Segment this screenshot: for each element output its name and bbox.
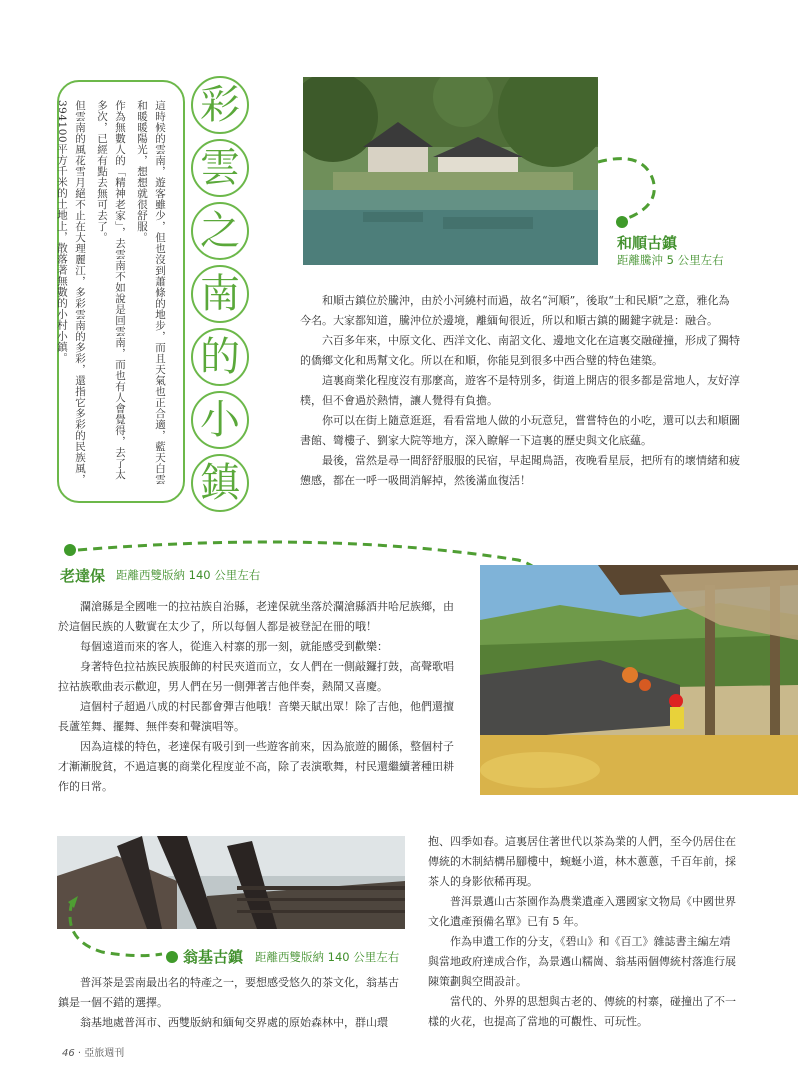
page-number: 46 (62, 1048, 75, 1059)
heshun-dashed-line (598, 150, 668, 230)
wengji-paragraph: 作為申遺工作的分支，《碧山》和《百工》雜誌書主編左靖與當地政府達成合作，為景邁山糯崗、翁基兩個傳統村落進行展陳策劃與空間設計。 (428, 935, 736, 988)
intro-paragraph: 作為無數人的「精神老家」，去雲南不如說是回雲南，而也有人會覺得，去了太多次，已經有點去無可去了。 (96, 100, 126, 480)
title-char: 之 (191, 202, 249, 260)
wengji-dot-icon (166, 951, 178, 963)
page-footer (62, 1044, 124, 1059)
wengji-paragraph: 翁基地處普洱市、西雙版納和緬甸交界處的原始森林中，群山環 (80, 1016, 388, 1029)
heshun-body (300, 291, 740, 491)
laodabao-body (58, 597, 464, 797)
laodabao-paragraph: 瀾滄縣是全國唯一的拉祜族自治縣，老達保就坐落於瀾滄縣酒井哈尼族鄉，由於這個民族的人數實在太少了，所以每個人都是被登記在冊的哦！ (58, 600, 454, 633)
title-char: 彩 (191, 76, 249, 134)
laodabao-distance: 距離西雙版納 140 公里左右 (116, 568, 261, 582)
heshun-photo (303, 77, 598, 265)
intro-paragraph: 這時候的雲南，遊客雖少，但也沒到蕭條的地步，而且天氣也正合適，藍天白雲和暖暖陽光，想想就很舒服。 (136, 100, 166, 485)
laodabao-dot-icon (64, 544, 76, 556)
title-char: 小 (191, 391, 249, 449)
title-char: 的 (191, 328, 249, 386)
heshun-paragraph: 最後，當然是尋一間舒舒服服的民宿，早起聞鳥語，夜晚看星辰，把所有的壞情緒和疲憊感，都在一呼一吸間消解掉，然後滿血復活！ (300, 454, 740, 487)
page-title (191, 76, 253, 517)
laodabao-paragraph: 因為這樣的特色，老達保有吸引到一些遊客前來，因為旅遊的關係，整個村子才漸漸脫貧，不過這裏的商業化程度並不高，除了表演歌舞，村民還繼續著種田耕作的日常。 (58, 740, 454, 793)
wengji-body-right (428, 832, 740, 1032)
heshun-paragraph: 和順古鎮位於騰沖，由於小河繞村而過，故名“河順”，後取“士和民順”之意，雅化為今名。大家都知道，騰沖位於邊境，離緬甸很近，所以和順古鎮的關鍵字就是：融合。 (300, 294, 730, 327)
wengji-body-left (58, 973, 406, 1033)
title-char: 雲 (191, 139, 249, 197)
laodabao-paragraph: 這個村子超過八成的村民都會彈吉他哦！音樂天賦出眾！除了吉他，他們還擅長蘆笙舞、擺舞、無伴奏和聲演唱等。 (58, 700, 454, 733)
heshun-paragraph: 這裏商業化程度沒有那麼高，遊客不是特別多，街道上開店的很多都是當地人，友好淳樸，但不會過於熱情，讓人覺得有負擔。 (300, 374, 740, 407)
wengji-paragraph: 當代的、外界的思想與古老的、傳統的村寨，碰撞出了不一樣的火花，也提高了當地的可觀性、可玩性。 (428, 995, 736, 1028)
wengji-dashed-line (62, 890, 172, 960)
intro-box (57, 80, 185, 503)
heshun-paragraph: 六百多年來，中原文化、西洋文化、南詔文化、邊地文化在這裏交融碰撞，形成了獨特的僑鄉文化和馬幫文化。所以在和順，你能見到很多中西合璧的特色建築。 (300, 334, 740, 367)
magazine-name: 亞旅週刊 (84, 1048, 125, 1059)
laodabao-paragraph: 身著特色拉祜族民族服飾的村民夾道而立，女人們在一側敲鑼打鼓，高聲歌唱拉祜族歌曲表示歡迎，男人們在另一側彈著吉他伴奏，熱鬧又喜慶。 (58, 660, 454, 693)
wengji-distance: 距離西雙版納 140 公里左右 (255, 950, 400, 964)
intro-text (49, 100, 169, 490)
title-char: 南 (191, 265, 249, 323)
intro-paragraph: 但雲南的風花雪月絕不止在大理麗江，多彩雲南的多彩，還指它多彩的民族風，394100平方千米的土地上，散落著無數的小村小鎮。 (56, 100, 86, 485)
laodabao-photo (480, 565, 798, 795)
footer-separator: · (77, 1048, 82, 1059)
heshun-name: 和順古鎮 (617, 234, 678, 252)
title-char: 鎮 (191, 454, 249, 512)
heshun-distance: 距離騰沖 5 公里左右 (617, 253, 724, 267)
laodabao-name: 老達保 (60, 567, 106, 585)
wengji-paragraph: 普洱茶是雲南最出名的特產之一，要想感受悠久的茶文化，翁基古鎮是一個不錯的選擇。 (58, 976, 399, 1009)
wengji-name: 翁基古鎮 (183, 948, 244, 966)
wengji-paragraph: 抱、四季如春。這裏居住著世代以茶為業的人們，至今仍居住在傳統的木制結構吊腳樓中，蜿蜒小道，林木蔥蔥，千百年前，採茶人的身影依稀再現。 (428, 835, 736, 888)
laodabao-paragraph: 每個遠道而來的客人，從進入村寨的那一刻，就能感受到歡樂： (80, 640, 388, 653)
wengji-paragraph: 普洱景邁山古茶園作為農業遺產入選國家文物局《中國世界文化遺產預備名單》已有 5 年。 (428, 895, 736, 928)
heshun-dot-icon (616, 216, 628, 228)
heshun-paragraph: 你可以在街上隨意逛逛，看看當地人做的小玩意兒，嘗嘗特色的小吃，還可以去和順圖書館、彎樓子、劉家大院等地方，深入瞭解一下這裏的歷史與文化底蘊。 (300, 414, 740, 447)
